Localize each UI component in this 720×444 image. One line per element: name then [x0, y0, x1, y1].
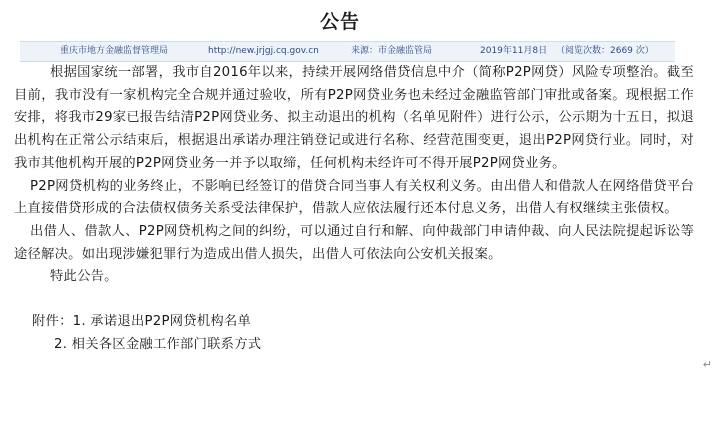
attachment-label: 附件： [32, 314, 73, 330]
paragraph-1: 根据国家统一部署，我市自2016年以来，持续开展网络借贷信息中介（简称P2P网贷）风险专项整治。截至目前，我市没有一家机构完全合规并通过验收，所有P2P网贷业务也未经过金融监管部门审批或备案。现根据工作安排，将我市29家已报告结清P2P网贷业务、拟主动退出的机构（名单见附件）进行公示，公示期为十五日，拟退出机构在正常公示结束后，根据退出承诺办理注销登记或进行名称、经营范围变更，退出P2P网贷行业。同时，对我市其他机构开展的P2P网贷业务一并予以取缔，任何机构未经许可不得开展P2P网贷业务。 [14, 65, 694, 171]
article-body [14, 62, 694, 356]
meta-source: 重庆市地方金融监督管理局 [60, 46, 169, 56]
meta-origin: 来源：市金融监管局 [351, 46, 433, 56]
meta-date: 2019年11月8日 [480, 46, 548, 56]
paragraph-3: 出借人、借款人、P2P网贷机构之间的纠纷，可以通过自行和解、向仲裁部门申请仲裁、向人民法院提起诉讼等途径解决。如出现涉嫌犯罪行为造成出借人损失，出借人可依法向公安机关报案。 [14, 223, 694, 262]
meta-url[interactable]: http://new.jrjgj.cq.gov.cn [208, 46, 319, 56]
attachment-item-1 [14, 311, 694, 334]
attachment-item-2: 2. 相关各区金融工作部门联系方式 [54, 336, 262, 352]
closing-line: 特此公告。 [50, 269, 118, 285]
paragraph-2: P2P网贷机构的业务终止，不影响已经签订的借贷合同当事人有关权利义务。由出借人和借款人在网络借贷平台上直接借贷形成的合法债权债务关系受法律保护，借款人应依法履行还本付息义务，出借人有权继续主张债权。 [14, 178, 694, 217]
spacer [14, 289, 694, 311]
meta-view-count: （阅览次数：2669 次） [556, 46, 654, 56]
attachment-1-text: 1. 承诺退出P2P网贷机构名单 [72, 314, 252, 330]
return-mark-icon: ↵ [702, 358, 712, 371]
page-title: 公告 [319, 11, 360, 33]
article-meta-bar [20, 41, 675, 62]
